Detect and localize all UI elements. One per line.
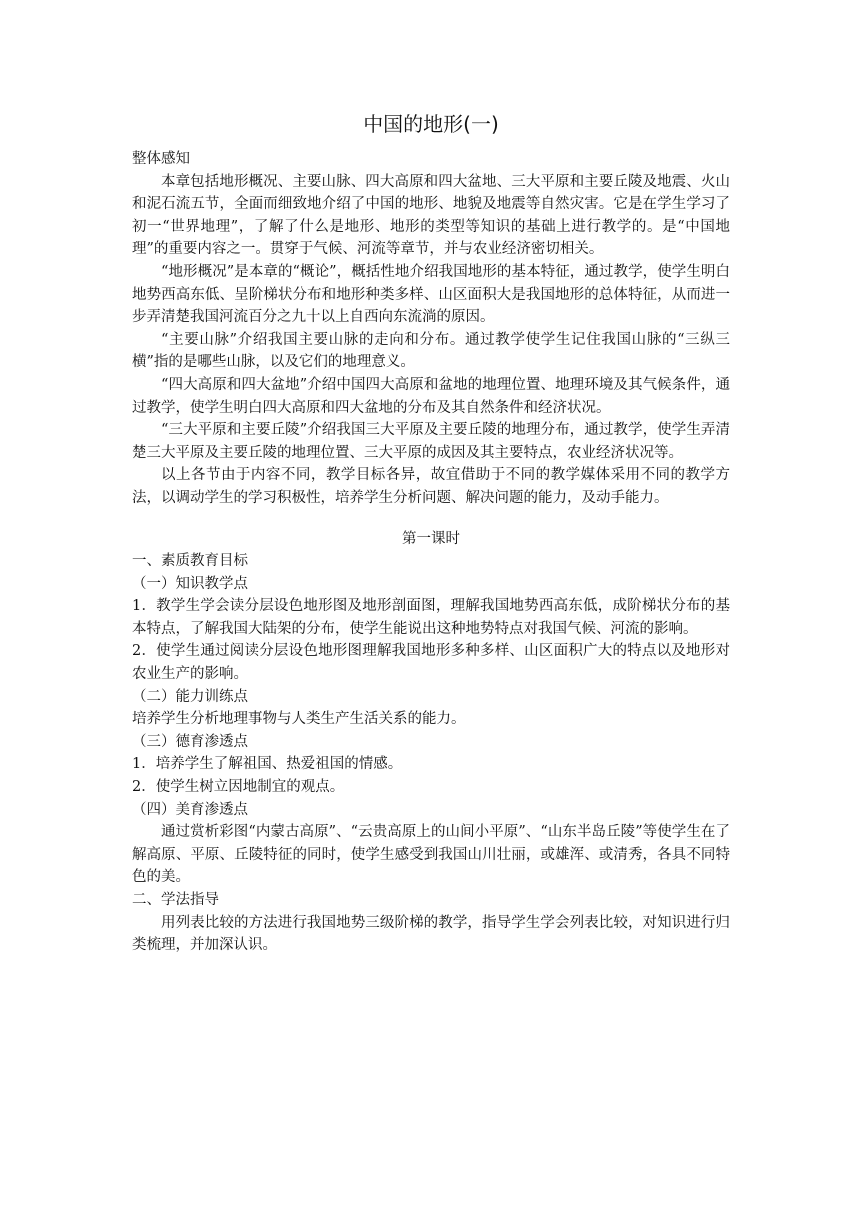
- subsection-heading-ability: （二）能力训练点: [132, 688, 248, 705]
- subsection-heading-aesthetic: （四）美育渗透点: [132, 801, 248, 818]
- lesson-title: 第一课时: [402, 530, 460, 547]
- subsection-heading-moral: （三）德育渗透点: [132, 733, 248, 750]
- moral-item: 2．使学生树立因地制宜的观点。: [132, 779, 345, 796]
- moral-item: 1．培养学生了解祖国、热爱祖国的情感。: [132, 756, 403, 773]
- overview-paragraph: “主要山脉”介绍我国主要山脉的走向和分布。通过教学使学生记住我国山脉的“三纵三横”指的是哪些山脉，以及它们的地理意义。: [132, 331, 730, 371]
- knowledge-item: 2．使学生通过阅读分层设色地形图理解我国地形多种多样、山区面积广大的特点以及地形对农业生产的影响。: [132, 643, 730, 683]
- ability-text: 培养学生分析地理事物与人类生产生活关系的能力。: [132, 711, 466, 728]
- overview-paragraph: “地形概况”是本章的“概论”，概括性地介绍我国地形的基本特征，通过教学，使学生明白地势西高东低、呈阶梯状分布和地形种类多样、山区面积大是我国地形的总体特征，从而进一步弄清楚我国河流百分之九十以上自西向东流淌的原因。: [132, 263, 730, 326]
- overview-heading: 整体感知: [132, 151, 190, 167]
- overview-paragraph: “四大高原和四大盆地”介绍中国四大高原和盆地的地理位置、地理环境及其气候条件，通过教学，使学生明白四大高原和四大盆地的分布及其自然条件和经济状况。: [132, 376, 730, 416]
- method-text: 用列表比较的方法进行我国地势三级阶梯的教学，指导学生学会列表比较，对知识进行归类梳理，并加深认识。: [132, 914, 730, 954]
- section-heading-method: 二、学法指导: [132, 892, 219, 908]
- knowledge-item: 1．教学生学会读分层设色地形图及地形剖面图，理解我国地势西高东低，成阶梯状分布的基本特点，了解我国大陆架的分布，使学生能说出这种地势特点对我国气候、河流的影响。: [132, 598, 730, 637]
- subsection-heading-knowledge: （一）知识教学点: [132, 575, 248, 592]
- overview-paragraph: 以上各节由于内容不同，教学目标各异，故宜借助于不同的教学媒体采用不同的教学方法，以调动学生的学习积极性，培养学生分析问题、解决问题的能力，及动手能力。: [132, 467, 730, 506]
- document-page: [132, 110, 730, 957]
- document-title: 中国的地形(一): [363, 112, 499, 136]
- overview-paragraph: 本章包括地形概况、主要山脉、四大高原和四大盆地、三大平原和主要丘陵及地震、火山和泥石流五节，全面而细致地介绍了中国的地形、地貌及地震等自然灾害。它是在学生学习了初一“世界地理”，了解了什么是地形、地形的类型等知识的基础上进行教学的。是“中国地理”的重要内容之一。贯穿于气候、河流等章节，并与农业经济密切相关。: [132, 173, 730, 258]
- section-heading-goals: 一、素质教育目标: [132, 553, 248, 570]
- aesthetic-text: 通过赏析彩图“内蒙古高原”、“云贵高原上的山间小平原”、“山东半岛丘陵”等使学生在了解高原、平原、丘陵特征的同时，使学生感受到我国山川壮丽，或雄浑、或清秀，各具不同特色的美。: [132, 824, 730, 886]
- overview-paragraph: “三大平原和主要丘陵”介绍我国三大平原及主要丘陵的地理分布，通过教学，使学生弄清楚三大平原及主要丘陵的地理位置、三大平原的成因及其主要特点，农业经济状况等。: [132, 422, 730, 461]
